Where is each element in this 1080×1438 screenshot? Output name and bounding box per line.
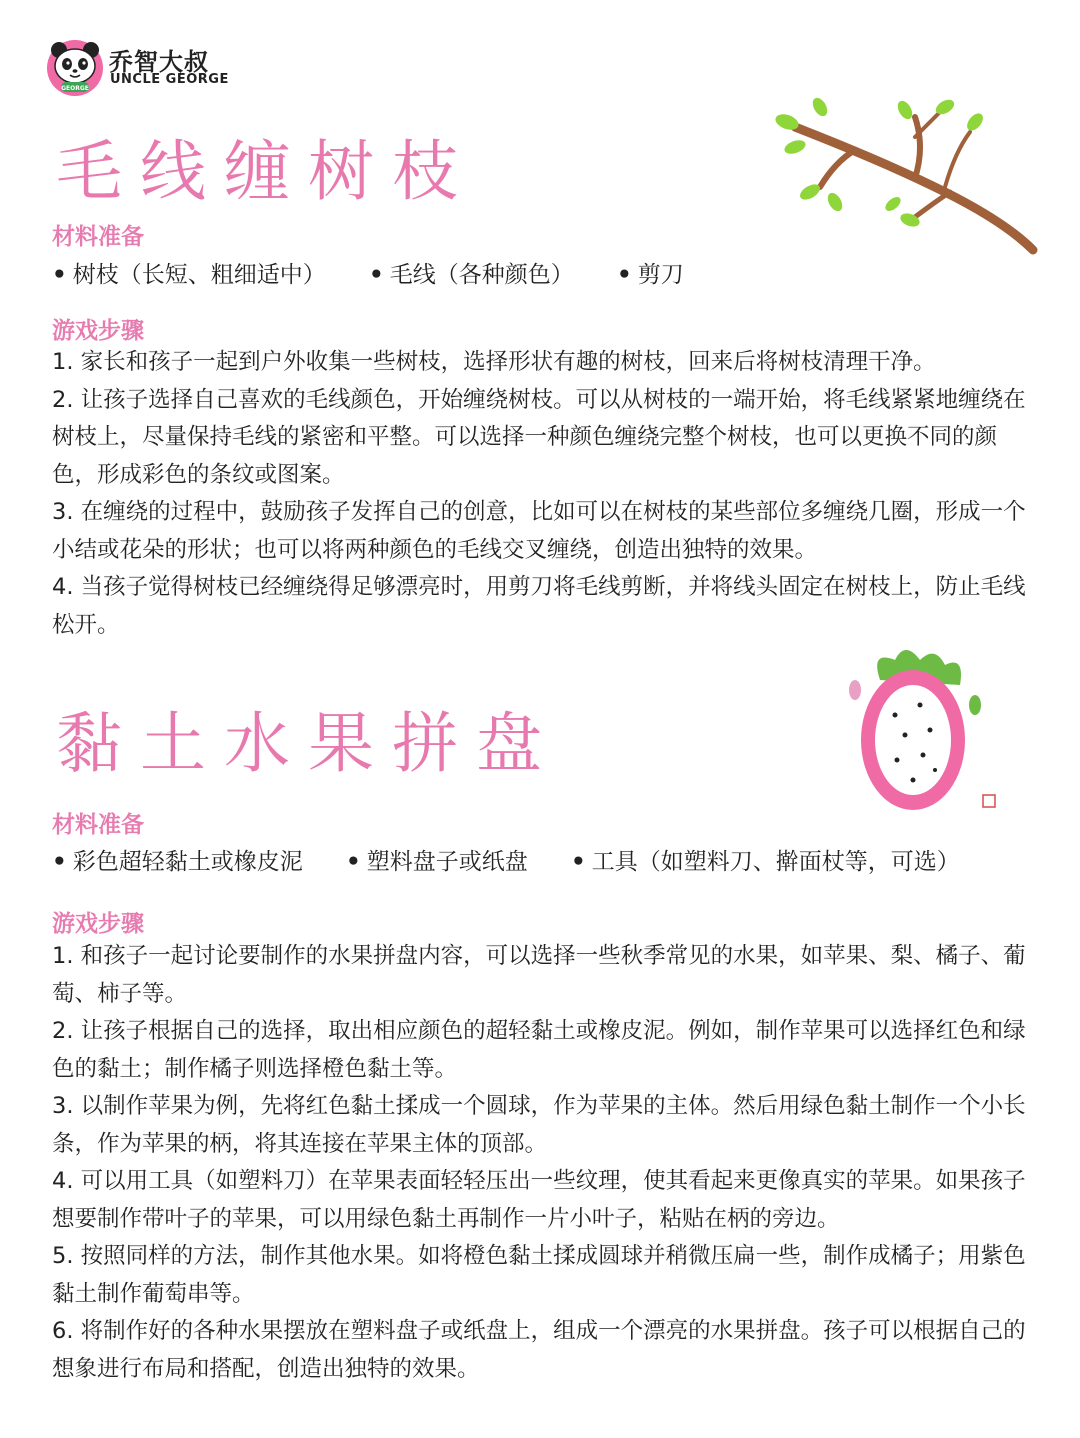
brand-name-zh: 乔智大叔: [109, 47, 209, 76]
dragon-fruit-illustration: [825, 635, 1005, 815]
section2-materials-heading: 材料准备: [52, 812, 144, 838]
material-item: • 塑料盘子或纸盘: [346, 849, 528, 875]
svg-text:GEORGE: GEORGE: [61, 85, 89, 92]
material-item: • 工具（如塑料刀、擀面杖等，可选）: [571, 849, 960, 875]
step-item: 4. 当孩子觉得树枝已经缠绕得足够漂亮时，用剪刀将毛线剪断，并将线头固定在树枝上，防止毛线松开。: [52, 574, 1026, 638]
material-item: • 剪刀: [617, 262, 684, 288]
section1-materials-heading: 材料准备: [52, 224, 144, 250]
section1-title: 毛线缠树枝: [56, 133, 476, 210]
step-item: 4. 可以用工具（如塑料刀）在苹果表面轻轻压出一些纹理，使其看起来更像真实的苹果。如果孩子想要制作带叶子的苹果，可以用绿色黏土再制作一片小叶子，粘贴在柄的旁边。: [52, 1168, 1026, 1232]
step-item: 3. 以制作苹果为例，先将红色黏土揉成一个圆球，作为苹果的主体。然后用绿色黏土制作一个小长条，作为苹果的柄，将其连接在苹果主体的顶部。: [52, 1093, 1026, 1157]
brand-logo: [44, 38, 244, 98]
section2-materials-list: [52, 843, 996, 876]
step-item: 1. 家长和孩子一起到户外收集一些树枝，选择形状有趣的树枝，回来后将树枝清理干净。: [52, 349, 936, 375]
material-item: • 毛线（各种颜色）: [369, 262, 574, 288]
section1-steps-heading: 游戏步骤: [52, 318, 144, 344]
step-item: 2. 让孩子根据自己的选择，取出相应颜色的超轻黏土或橡皮泥。例如，制作苹果可以选择红色和绿色的黏土；制作橘子则选择橙色黏土等。: [52, 1018, 1026, 1082]
step-item: 6. 将制作好的各种水果摆放在塑料盘子或纸盘上，组成一个漂亮的水果拼盘。孩子可以根据自己的想象进行布局和搭配，创造出独特的效果。: [52, 1318, 1026, 1382]
material-item: • 彩色超轻黏土或橡皮泥: [52, 849, 303, 875]
material-item: • 树枝（长短、粗细适中）: [52, 262, 326, 288]
section2-title: 黏土水果拼盘: [56, 705, 560, 782]
step-item: 5. 按照同样的方法，制作其他水果。如将橙色黏土揉成圆球并稍微压扁一些，制作成橘子；用紫色黏土制作葡萄串等。: [52, 1243, 1026, 1307]
tree-branch-illustration: [765, 92, 1045, 262]
step-item: 1. 和孩子一起讨论要制作的水果拼盘内容，可以选择一些秋季常见的水果，如苹果、梨、橘子、葡萄、柿子等。: [52, 943, 1026, 1007]
step-item: 3. 在缠绕的过程中，鼓励孩子发挥自己的创意，比如可以在树枝的某些部位多缠绕几圈，形成一个小结或花朵的形状；也可以将两种颜色的毛线交叉缠绕，创造出独特的效果。: [52, 499, 1026, 563]
section1-steps: [52, 344, 1037, 644]
section2-steps-heading: 游戏步骤: [52, 911, 144, 937]
section1-materials-list: [52, 256, 720, 289]
brand-name-en: UNCLE GEORGE: [110, 72, 229, 87]
step-item: 2. 让孩子选择自己喜欢的毛线颜色，开始缠绕树枝。可以从树枝的一端开始，将毛线紧紧地缠绕在树枝上，尽量保持毛线的紧密和平整。可以选择一种颜色缠绕完整个树枝，也可以更换不同的颜色，形成彩色的条纹或图案。: [52, 386, 1026, 488]
section2-steps: [52, 938, 1037, 1388]
panda-logo-icon: [44, 38, 106, 98]
